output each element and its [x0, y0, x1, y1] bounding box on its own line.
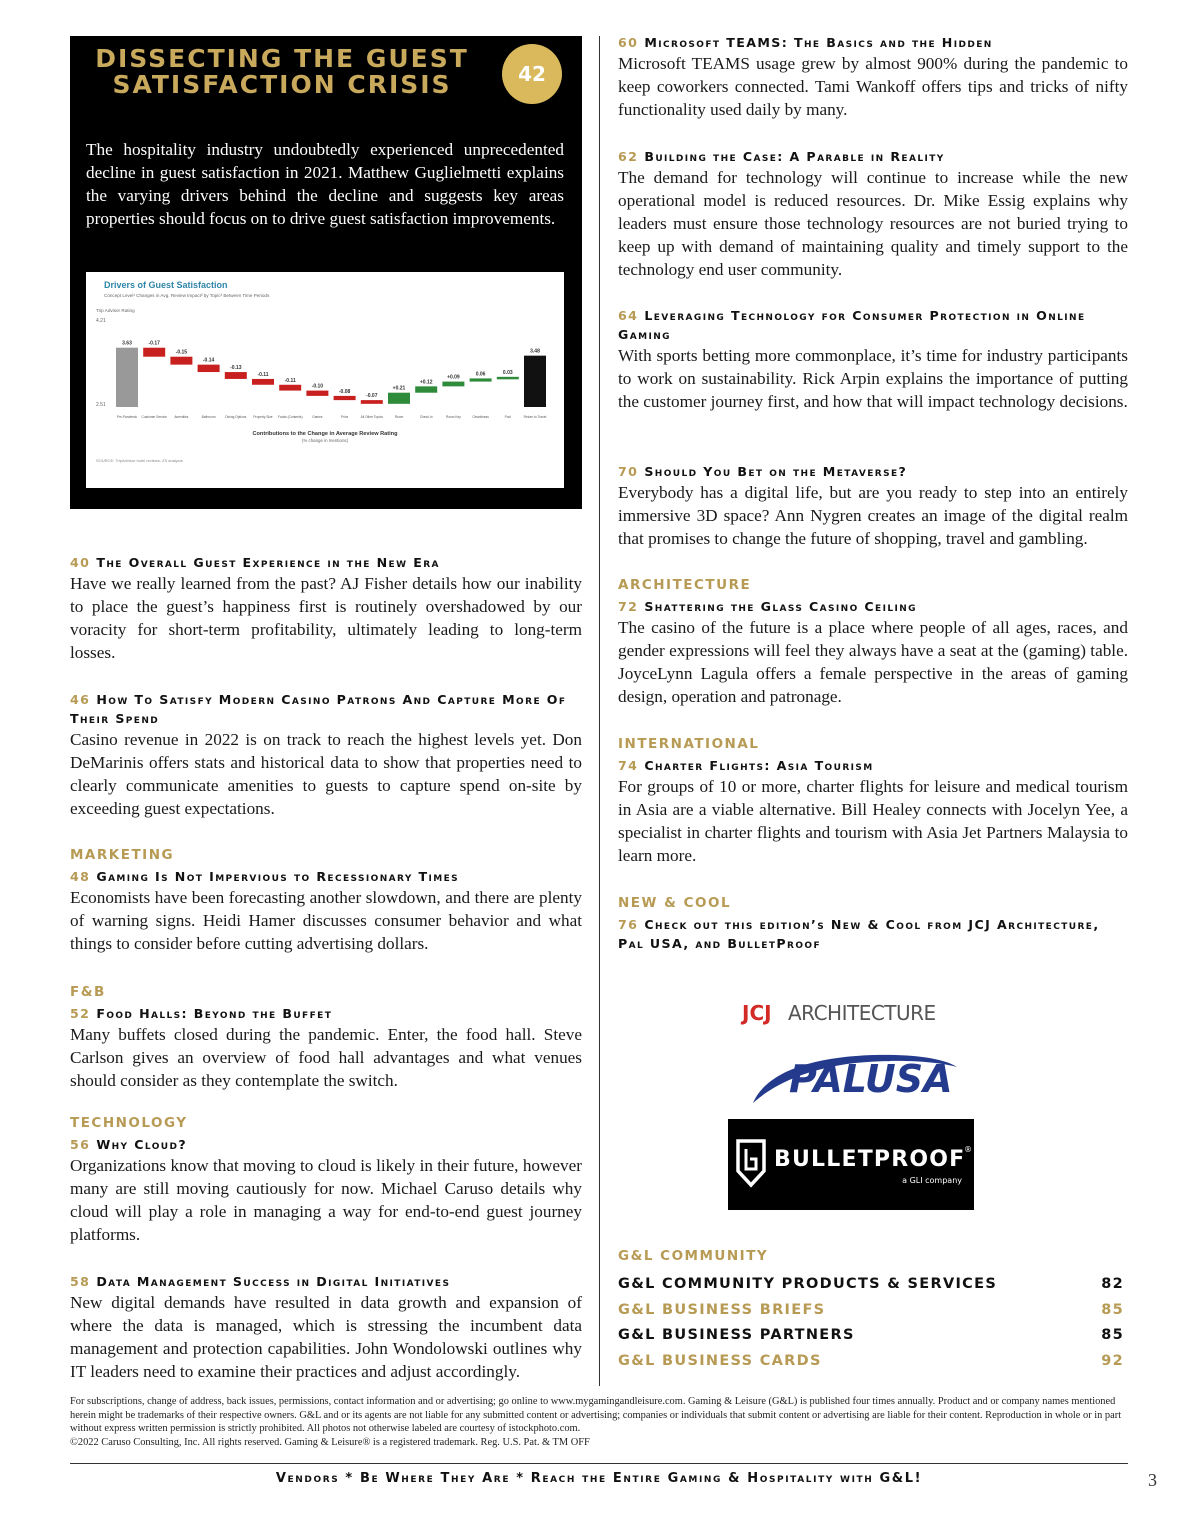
article-body: For groups of 10 or more, charter flights for leisure and medical tourism in Asia are a viable alternative. Bill Healey connects with Jocelyn Yee, a specialist in charter flights and tourism with Asia Jet Partners Malaysia to learn more. — [618, 777, 1128, 865]
chart-bar — [334, 396, 356, 400]
chart-data-label: -0.08 — [338, 388, 351, 395]
toc-row[interactable] — [618, 1298, 1124, 1324]
chart-category-label: Games — [312, 415, 323, 419]
chart-bar — [388, 393, 410, 404]
toc-row[interactable] — [618, 1323, 1124, 1349]
chart-subtitle: Concept Level¹ Changes in Avg. Review Impact² by Topic³ Between Time Periods — [104, 293, 270, 298]
chart-bar — [470, 378, 492, 381]
bulletproof-subtext: a GLI company — [902, 1176, 962, 1185]
article-page-number: 58 — [70, 1274, 91, 1289]
article-title: Should You Bet on the Metaverse? — [644, 464, 908, 479]
toc-page: 92 — [1101, 1352, 1124, 1369]
article-heading[interactable] — [70, 553, 582, 572]
chart-category-label: Foods (Contents) — [277, 415, 303, 419]
article-item[interactable] — [618, 893, 1128, 953]
toc-label: G&L COMMUNITY PRODUCTS & SERVICES — [618, 1276, 998, 1292]
column-divider — [599, 36, 600, 1386]
chart-bar — [279, 385, 301, 391]
article-heading[interactable] — [618, 306, 1128, 344]
chart-bar — [252, 379, 274, 385]
chart-category-label: Room Key — [445, 415, 461, 419]
article-item[interactable] — [618, 462, 1128, 550]
article-item[interactable] — [70, 553, 582, 664]
bulletproof-registered: ® — [964, 1145, 972, 1154]
article-heading[interactable] — [70, 690, 582, 728]
feature-text: The hospitality industry undoubtedly experienced unprecedented decline in guest satisfaction in 2021. Matthew Guglielmetti explains the varying drivers behind the decline and suggests key areas properties should focus on to drive guest satisfaction improvements. — [86, 140, 564, 228]
article-heading[interactable] — [618, 147, 1128, 166]
article-page-number: 70 — [618, 464, 639, 479]
chart-bar — [524, 356, 546, 407]
chart-data-label: -0.17 — [148, 340, 160, 347]
chart-bar — [442, 382, 464, 387]
toc-row[interactable] — [618, 1349, 1124, 1375]
chart-data-label: 0.06 — [475, 371, 486, 378]
chart-data-label: -0.11 — [257, 371, 269, 378]
article-body: Microsoft TEAMS usage grew by almost 900% during the pandemic to keep coworkers connected. Tami Wankoff offers tips and tricks of nifty functionality used daily by many. — [618, 54, 1128, 119]
chart-data-label: +0.12 — [419, 379, 433, 386]
article-title: The Overall Guest Experience in the New Era — [96, 555, 440, 570]
article-body: Everybody has a digital life, but are you ready to step into an entirely immersive 3D space? Ann Nygren creates an image of the digital realm that promises to change the future of shopping, travel and gambling. — [618, 483, 1128, 548]
article-heading[interactable] — [70, 1135, 582, 1154]
chart-category-label: Cleanliness — [472, 415, 489, 419]
toc-label: G&L BUSINESS BRIEFS — [618, 1301, 826, 1318]
chart-ytick-top: 4.21 — [96, 318, 106, 324]
feature-title: DISSECTING THE GUEST SATISFACTION CRISIS — [95, 44, 469, 99]
community-section-label: G&L COMMUNITY — [618, 1248, 769, 1264]
article-item[interactable] — [618, 734, 1128, 867]
chart-category-label: Property Size — [253, 415, 273, 419]
toc-page: 85 — [1101, 1327, 1124, 1343]
article-page-number: 74 — [618, 758, 639, 773]
article-page-number: 76 — [618, 917, 639, 932]
chart-data-label: -0.07 — [366, 393, 378, 400]
article-body: The casino of the future is a place where people of all ages, races, and gender expressions will feel they always have a seat at the (gaming) table. JoyceLynn Lagula offers a female perspective in the areas of gaming design, operation and patronage. — [618, 618, 1128, 706]
article-item[interactable] — [70, 845, 582, 955]
article-heading[interactable] — [618, 597, 1128, 616]
feature-chart — [86, 272, 564, 488]
jcj-rest-text: ARCHITECTURE — [788, 1001, 936, 1025]
jcj-architecture-logo[interactable] — [740, 995, 970, 1029]
article-title: Food Halls: Beyond the Buffet — [96, 1006, 333, 1021]
disclaimer — [70, 1395, 1130, 1449]
article-page-number: 52 — [70, 1006, 91, 1021]
feature-box[interactable] — [70, 36, 582, 509]
article-page-number: 60 — [618, 35, 639, 50]
article-title: Microsoft TEAMS: The Basics and the Hidden — [644, 35, 993, 50]
article-heading[interactable] — [618, 462, 1128, 481]
toc-label: G&L BUSINESS CARDS — [618, 1352, 822, 1369]
article-heading[interactable] — [70, 1272, 582, 1291]
article-item[interactable] — [70, 982, 582, 1092]
chart-category-label: Price — [340, 415, 349, 419]
waterfall-chart — [86, 272, 564, 488]
article-body: Economists have been forecasting another slowdown, and there are plenty of warning signs. Heidi Hamer discusses consumer behavior and what things to consider before cutting advertising dollars. — [70, 888, 582, 953]
copyright-text: ©2022 Caruso Consulting, Inc. All rights reserved. Gaming & Leisure® is a registered trademark. Reg. U.S. Pat. & TM OFF — [70, 1436, 590, 1448]
chart-category-label: Customer Service — [141, 415, 167, 419]
community-toc — [618, 1248, 1124, 1374]
section-label: F&B — [70, 984, 106, 1000]
article-heading[interactable] — [618, 756, 1128, 775]
article-page-number: 62 — [618, 149, 639, 164]
article-body: New digital demands have resulted in data growth and expansion of where the data is managed, which is stressing the incumbent data management and protection capabilities. John Wondolowski outlines why IT leaders need to examine their practices and adjust accordingly. — [70, 1293, 582, 1381]
article-title: Check out this edition’s New & Cool from JCJ Architecture, Pal USA, and BulletProof — [618, 917, 1100, 951]
chart-data-label: -0.15 — [175, 349, 188, 356]
toc-label: G&L BUSINESS PARTNERS — [618, 1327, 855, 1343]
chart-data-label: 3.48 — [530, 348, 540, 355]
article-item[interactable] — [618, 306, 1128, 413]
chart-data-label: 3.63 — [122, 340, 132, 347]
article-item[interactable] — [618, 147, 1128, 281]
chart-bar — [361, 400, 383, 404]
chart-bar — [143, 348, 165, 357]
shield-icon — [738, 1141, 764, 1185]
chart-category-label: Bathroom — [201, 415, 216, 419]
article-body: Have we really learned from the past? AJ Fisher details how our inability to place the guest’s happiness first is routinely overshadowed by our voracity for short-term profitability, ultimately leading to long-term losses. — [70, 574, 582, 662]
article-body: With sports betting more commonplace, it’s time for industry participants to work on sustainability. Rick Arpin explains the importance of putting the customer journey first, and how that will impact technology decisions. — [618, 346, 1128, 411]
section-label: INTERNATIONAL — [618, 736, 760, 752]
chart-xsublabel: (% change in mentions) — [301, 438, 349, 443]
section-label: NEW & COOL — [618, 895, 732, 911]
article-body: Many buffets closed during the pandemic. Enter, the food hall. Steve Carlson gives an overview of food hall advantages and what venues should consider as they contemplate the switch. — [70, 1025, 582, 1090]
article-body: Organizations know that moving to cloud is likely in their future, however many are still moving cautiously for now. Michael Caruso details why cloud will play a role in managing a way for end-to-end guest journey platforms. — [70, 1156, 582, 1244]
article-title: Leveraging Technology for Consumer Protection in Online Gaming — [618, 308, 1086, 342]
chart-data-label: -0.11 — [284, 377, 296, 384]
toc-page: 85 — [1101, 1301, 1124, 1318]
footer-tagline: Vendors * Be Where They Are * Reach the Entire Gaming & Hospitality with G&L! — [275, 1471, 923, 1486]
article-heading[interactable] — [70, 867, 582, 886]
article-body: Casino revenue in 2022 is on track to reach the highest levels yet. Don DeMarinis offers stats and historical data to show that properties need to clearly communicate amenities to guests to capture spend on-site by exceeding guest expectations. — [70, 730, 582, 818]
article-title: Building the Case: A Parable in Reality — [644, 149, 945, 164]
article-title: Shattering the Glass Casino Ceiling — [644, 599, 917, 614]
chart-bar — [306, 391, 328, 396]
chart-category-label: Dining Options — [225, 415, 247, 419]
article-item[interactable] — [70, 1272, 582, 1383]
article-title: Why Cloud? — [96, 1137, 188, 1152]
article-heading[interactable] — [70, 1004, 582, 1023]
chart-data-label: -0.10 — [311, 383, 324, 390]
article-item[interactable] — [618, 575, 1128, 708]
section-label: MARKETING — [70, 847, 175, 863]
toc-page: 82 — [1101, 1276, 1124, 1292]
chart-bar — [198, 365, 220, 372]
chart-bar — [116, 348, 138, 407]
jcj-bold-text: JCJ — [742, 1001, 772, 1025]
chart-data-label: -0.14 — [202, 357, 215, 364]
article-page-number: 56 — [70, 1137, 91, 1152]
article-title: Charter Flights: Asia Tourism — [644, 758, 874, 773]
article-heading[interactable] — [618, 915, 1128, 953]
chart-category-label: Pool — [504, 415, 511, 419]
article-page-number: 64 — [618, 308, 639, 323]
chart-ylabel: Trip Advisor Rating — [96, 308, 135, 313]
b-mark-icon — [746, 1149, 756, 1169]
chart-data-label: 0.03 — [502, 369, 513, 376]
section-label: TECHNOLOGY — [70, 1115, 188, 1131]
chart-title: Drivers of Guest Satisfaction — [104, 280, 228, 290]
article-title: How To Satisfy Modern Casino Patrons And Capture More Of Their Spend — [70, 692, 567, 726]
bulletproof-text: BULLETPROOF — [774, 1147, 966, 1172]
chart-data-label: -0.13 — [230, 365, 242, 372]
chart-bar — [225, 372, 247, 379]
chart-category-label: Return to Travel — [523, 415, 547, 419]
chart-category-label: Amenities — [174, 415, 189, 419]
pal-usa-logo[interactable] — [745, 1047, 967, 1113]
chart-bar — [170, 357, 192, 365]
chart-bar — [415, 386, 437, 392]
article-page-number: 72 — [618, 599, 639, 614]
chart-xlabel: Contributions to the Change in Average Review Rating — [252, 431, 398, 437]
chart-category-label: Room — [394, 415, 404, 419]
article-title: Data Management Success in Digital Initiatives — [96, 1274, 451, 1289]
toc-row[interactable] — [618, 1272, 1124, 1298]
disclaimer-text: For subscriptions, change of address, back issues, permissions, contact information and or advertising; go online to www.mygamingandleisure.com. Gaming & Leisure (G&L) is published four times annually. Product and or company names mentioned herein might be trademarks of their respective owners. G&L and or its agents are not liable for any submitted content or advertising; companies or individuals that submit content or advertising are liable for their content. Reproduction in whole or in part without express written permission is strictly prohibited. All photos not otherwise labeled are courtesy of istockphoto.com. — [70, 1396, 1122, 1434]
chart-data-label: +0.09 — [447, 374, 460, 381]
section-label: ARCHITECTURE — [618, 577, 752, 593]
chart-data-label: +0.21 — [392, 385, 406, 392]
article-item[interactable] — [70, 1113, 582, 1246]
page-number: 3 — [1148, 1470, 1157, 1490]
chart-footnote: SOURCE: TripAdvisor hotel reviews; ZS analysis — [96, 458, 183, 463]
chart-category-label: All Other Topics — [360, 415, 383, 419]
chart-ytick-bottom: 2.51 — [96, 402, 106, 408]
bulletproof-logo[interactable] — [728, 1119, 974, 1210]
chart-category-label: Check-In — [419, 415, 433, 419]
article-title: Gaming Is Not Impervious to Recessionary Times — [96, 869, 460, 884]
article-page-number: 46 — [70, 692, 91, 707]
feature-page-badge: 42 — [502, 44, 562, 104]
article-item[interactable] — [618, 33, 1128, 121]
article-page-number: 48 — [70, 869, 91, 884]
footer-rule — [70, 1463, 1128, 1464]
article-page-number: 40 — [70, 555, 91, 570]
article-item[interactable] — [70, 690, 582, 820]
article-heading[interactable] — [618, 33, 1128, 52]
chart-bar — [497, 377, 519, 380]
pal-text: PALUSA — [789, 1057, 953, 1101]
chart-category-label: Pre-Pandemic — [116, 415, 138, 419]
article-body: The demand for technology will continue to increase while the new operational model is reduced resources. Dr. Mike Essig explains why leaders must ensure those technology resources are not buried trying to keep up with demand of maintaining quality and timely support to the technology end user community. — [618, 168, 1128, 279]
